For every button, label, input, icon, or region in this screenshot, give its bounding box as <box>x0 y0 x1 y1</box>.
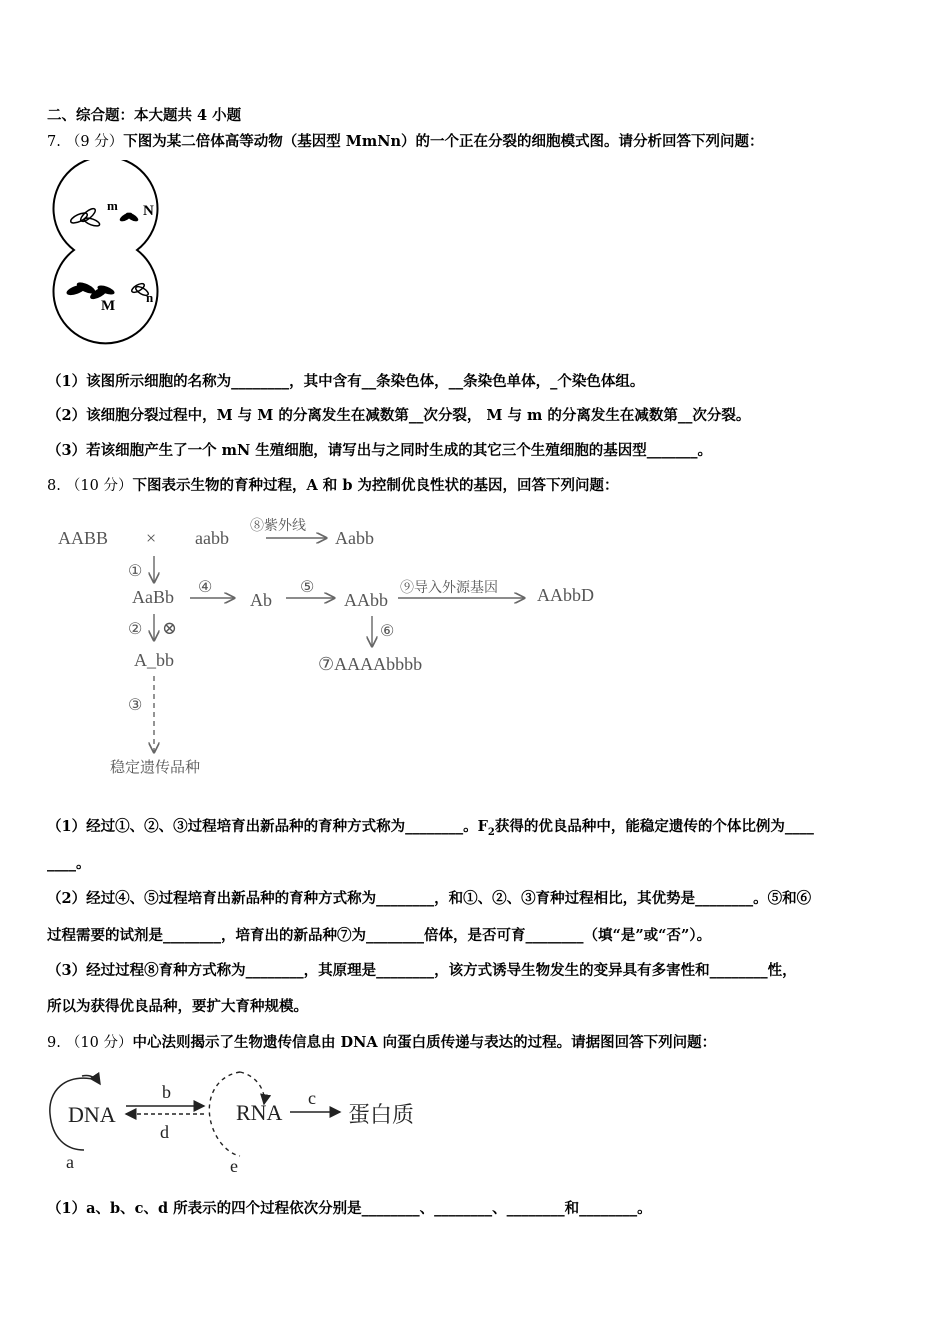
label-b: b <box>162 1082 171 1102</box>
chromosome-N <box>118 211 139 223</box>
cell-outline <box>53 160 157 343</box>
q8-score: （10 分） <box>65 478 133 494</box>
q9-stem-line <box>47 1031 716 1052</box>
q8-number: 8. <box>47 478 61 494</box>
q9-score: （10 分） <box>65 1035 133 1051</box>
step-2-label: ② <box>128 621 143 638</box>
node-AAbb: AAbb <box>344 590 388 610</box>
section-title: 二、综合题：本大题共 4 小题 <box>47 107 242 124</box>
q8-stem-line <box>47 474 619 495</box>
label-d: d <box>160 1122 169 1142</box>
label-e: e <box>230 1156 238 1176</box>
q7-number: 7. <box>47 134 61 150</box>
node-aabb: aabb <box>195 528 229 548</box>
step-8-label: ⑧紫外线 <box>250 519 306 534</box>
step-1-label: ① <box>128 563 143 580</box>
q8-sub1-part1: （1）经过①、②、③过程培育出新品种的育种方式称为________。F <box>47 818 488 835</box>
label-N: N <box>143 203 154 219</box>
label-c: c <box>308 1088 316 1108</box>
step-4-label: ④ <box>198 579 213 596</box>
label-m: m <box>107 198 118 213</box>
q8-sub3-line1: （3）经过过程⑧育种方式称为________，其原理是________，该方式诱导生物发生的变异具有多害性和________性， <box>47 962 797 979</box>
cross-symbol: × <box>146 528 157 548</box>
node-AAbbD: AAbbD <box>537 585 594 605</box>
q9-stem: 中心法则揭示了生物遗传信息由 DNA 向蛋白质传递与表达的过程。请据图回答下列问题： <box>132 1034 717 1051</box>
q8-stem: 下图表示生物的育种过程，A 和 b 为控制优良性状的基因，回答下列问题： <box>132 477 619 494</box>
q8-sub2-line2: 过程需要的试剂是________，培育出的新品种⑦为________倍体，是否可育________（填“是”或“否”）。 <box>47 927 712 944</box>
node-stable-variety: 稳定遗传品种 <box>110 760 201 776</box>
node-AABB: AABB <box>58 528 109 548</box>
q7-score: （9 分） <box>65 134 124 150</box>
q8-sub1-part2: 获得的优良品种中，能稳定遗传的个体比例为____ <box>494 818 814 835</box>
node-Aabb: Aabb <box>335 528 374 548</box>
label-a: a <box>66 1152 74 1172</box>
node-protein: 蛋白质 <box>348 1102 415 1127</box>
node-AAAAbbbb: ⑦AAAAbbbb <box>318 654 423 674</box>
selfing-symbol: ⊗ <box>162 618 178 638</box>
node-DNA: DNA <box>68 1102 116 1127</box>
q8-sub1-subscript: 2 <box>487 826 495 838</box>
q9-sub1: （1）a、b、c、d 所表示的四个过程依次分别是________、________、________和________。 <box>47 1200 652 1217</box>
q8-sub1-continued: ____。 <box>47 855 91 872</box>
q7-sub1: （1）该图所示细胞的名称为________，其中含有__条染色体，__条染色单体，_个染色体组。 <box>47 373 645 390</box>
central-dogma-figure <box>44 1062 444 1177</box>
step-6-label: ⑥ <box>380 623 395 640</box>
q8-sub1-line <box>47 815 814 838</box>
step-3-label: ③ <box>128 697 143 714</box>
step-9-label: ⑨导入外源基因 <box>400 581 498 596</box>
node-A_bb: A_bb <box>134 650 174 670</box>
q7-stem-line <box>47 130 763 151</box>
q8-sub2-line1: （2）经过④、⑤过程培育出新品种的育种方式称为________，和①、②、③育种过程相比，其优势是________。⑤和⑥ <box>47 890 812 907</box>
step-5-label: ⑤ <box>300 579 315 596</box>
node-RNA: RNA <box>236 1100 283 1125</box>
q7-sub2: （2）该细胞分裂过程中，M 与 M 的分离发生在减数第__次分裂， M 与 m 的分离发生在减数第__次分裂。 <box>47 407 751 424</box>
label-n: n <box>146 290 154 305</box>
q7-stem: 下图为某二倍体高等动物（基因型 MmNn）的一个正在分裂的细胞模式图。请分析回答下列问题： <box>123 133 764 150</box>
q8-sub3-line2: 所以为获得优良品种，要扩大育种规模。 <box>47 998 308 1015</box>
breeding-process-figure <box>50 510 620 785</box>
cell-division-figure <box>44 160 174 360</box>
node-Ab: Ab <box>250 590 272 610</box>
label-M: M <box>101 298 116 314</box>
chromosome-m <box>69 207 100 228</box>
q9-number: 9. <box>47 1035 61 1051</box>
q7-sub3: （3）若该细胞产生了一个 mN 生殖细胞，请写出与之同时生成的其它三个生殖细胞的基因型_______。 <box>47 442 713 459</box>
node-AaBb: AaBb <box>132 587 174 607</box>
